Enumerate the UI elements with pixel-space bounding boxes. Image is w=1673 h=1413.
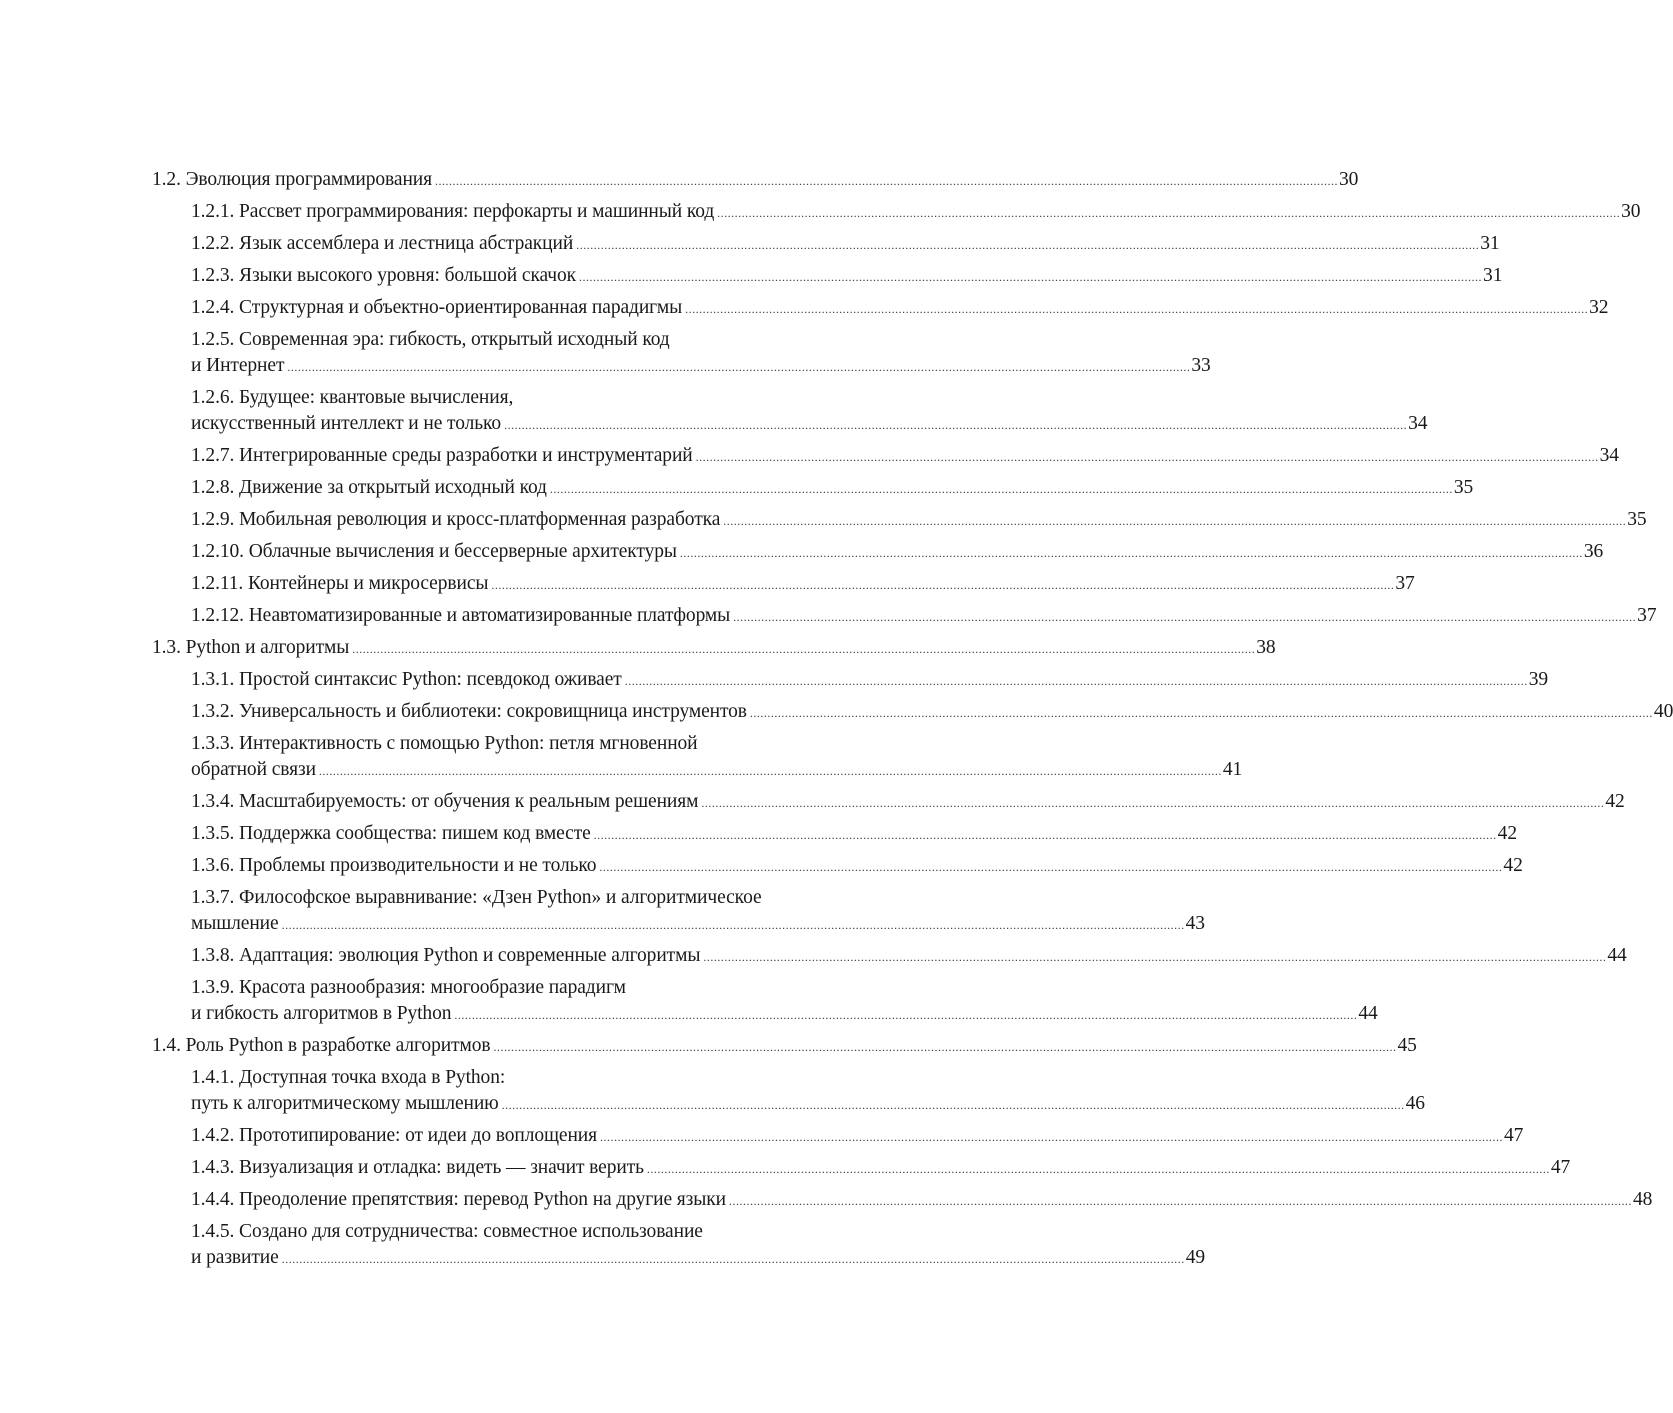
dot-leader	[703, 944, 1606, 970]
toc-entry[interactable]	[191, 885, 1205, 938]
page-number: 30	[1338, 169, 1359, 190]
dot-leader	[733, 604, 1636, 630]
toc-entry-title: и гибкость алгоритмов в Python	[191, 1003, 452, 1024]
dot-leader	[600, 1124, 1503, 1150]
page-number: 38	[1256, 637, 1276, 658]
toc-entry-line	[191, 667, 1549, 694]
toc-entry[interactable]	[191, 699, 1673, 726]
dot-leader	[701, 790, 1604, 816]
toc-entry-title: и Интернет	[191, 355, 285, 376]
toc-entry-title-first-line: 1.4.5. Создано для сотрудничества: совместное использование	[191, 1221, 703, 1242]
toc-entry-title: 1.3.5. Поддержка сообщества: пишем код вместе	[191, 823, 591, 844]
toc-entry-line	[191, 699, 1673, 726]
dot-leader	[685, 296, 1588, 322]
toc-entry-line	[191, 571, 1415, 598]
toc-entry[interactable]	[191, 231, 1500, 258]
toc-entry[interactable]	[191, 821, 1517, 848]
dot-leader	[723, 508, 1626, 534]
toc-entry-title: искусственный интеллект и не только	[191, 413, 502, 434]
toc-entry[interactable]	[191, 443, 1619, 470]
toc-entry-title: 1.3. Python и алгоритмы	[152, 637, 350, 658]
toc-entry-title-first-line: 1.2.5. Современная эра: гибкость, открытый исходный код	[191, 329, 670, 350]
toc-entry-title: 1.4.3. Визуализация и отладка: видеть — значит верить	[191, 1157, 644, 1178]
dot-leader	[282, 1246, 1185, 1272]
toc-entry-line	[191, 1123, 1524, 1150]
toc-entry-line	[191, 1001, 1378, 1028]
page-number: 42	[1605, 791, 1625, 812]
page-number: 36	[1583, 541, 1604, 562]
toc-entry-title: 1.4. Роль Python в разработке алгоритмов	[152, 1035, 491, 1056]
toc-entry[interactable]	[191, 263, 1503, 290]
page-number: 35	[1453, 477, 1474, 498]
toc-entry[interactable]	[191, 731, 1243, 784]
toc-entry[interactable]	[191, 1219, 1205, 1272]
toc-entry-title: путь к алгоритмическому мышлению	[191, 1093, 499, 1114]
toc-entry[interactable]	[191, 667, 1549, 694]
page-number: 34	[1599, 445, 1619, 466]
toc-entry-line	[191, 757, 1243, 784]
toc-entry[interactable]	[152, 635, 1276, 662]
toc-entry-title: 1.2.7. Интегрированные среды разработки и инструментарий	[191, 445, 693, 466]
dot-leader	[594, 822, 1497, 848]
toc-entry-line	[191, 263, 1503, 290]
dot-leader	[576, 232, 1479, 258]
toc-entry-title: 1.3.6. Проблемы производительности и не только	[191, 855, 597, 876]
toc-entry[interactable]	[191, 1187, 1653, 1214]
toc-entry-line	[191, 507, 1647, 534]
toc-entry-line	[191, 789, 1625, 816]
toc-entry-line	[191, 443, 1619, 470]
page-number: 41	[1222, 759, 1243, 780]
dot-leader	[435, 168, 1338, 194]
page-number: 39	[1528, 669, 1549, 690]
page-number: 48	[1632, 1189, 1653, 1210]
toc-entry-line	[191, 821, 1517, 848]
toc-entry-title-first-line: 1.4.1. Доступная точка входа в Python:	[191, 1067, 506, 1088]
dot-leader	[625, 668, 1528, 694]
toc-entry-line	[152, 167, 1359, 194]
toc-entry-title: 1.3.2. Универсальность и библиотеки: сокровищница инструментов	[191, 701, 747, 722]
toc-entry-line	[191, 295, 1609, 322]
toc-entry-line	[191, 1245, 1205, 1272]
toc-entry-title: 1.2.12. Неавтоматизированные и автоматизированные платформы	[191, 605, 731, 626]
toc-entry-line	[191, 411, 1428, 438]
page-number: 43	[1185, 913, 1205, 934]
page-number: 45	[1397, 1035, 1417, 1056]
page-number: 47	[1504, 1125, 1524, 1146]
toc-entry-line	[191, 603, 1657, 630]
toc-entry[interactable]	[191, 295, 1609, 322]
toc-entry[interactable]	[191, 327, 1211, 380]
toc-entry-line	[152, 1033, 1417, 1060]
toc-entry-title: 1.4.2. Прототипирование: от идеи до воплощения	[191, 1125, 597, 1146]
page-number: 40	[1653, 701, 1673, 722]
page-number: 33	[1191, 355, 1211, 376]
toc-entry[interactable]	[191, 943, 1627, 970]
toc-entry[interactable]	[191, 853, 1523, 880]
toc-entry-title-first-line: 1.2.6. Будущее: квантовые вычисления,	[191, 387, 514, 408]
toc-entry-title: 1.3.4. Масштабируемость: от обучения к реальным решениям	[191, 791, 699, 812]
toc-entry-title: 1.2.9. Мобильная революция и кросс-платформенная разработка	[191, 509, 721, 530]
dot-leader	[491, 572, 1394, 598]
page-number: 47	[1550, 1157, 1571, 1178]
toc-entry-title-first-line: 1.3.7. Философское выравнивание: «Дзен Python» и алгоритмическое	[191, 887, 762, 908]
toc-entry[interactable]	[191, 789, 1625, 816]
toc-entry-title: обратной связи	[191, 759, 316, 780]
page-number: 44	[1358, 1003, 1378, 1024]
toc-entry-title: 1.3.1. Простой синтаксис Python: псевдокод оживает	[191, 669, 622, 690]
dot-leader	[502, 1092, 1405, 1118]
toc-entry-title: 1.2.3. Языки высокого уровня: большой скачок	[191, 265, 577, 286]
toc-entry[interactable]	[191, 1065, 1425, 1118]
toc-entry-title-first-line: 1.3.9. Красота разнообразия: многообразие парадигм	[191, 977, 626, 998]
toc-entry-title-first-line: 1.3.3. Интерактивность с помощью Python: петля мгновенной	[191, 733, 698, 754]
dot-leader	[287, 354, 1190, 380]
toc-entry-line	[191, 1187, 1653, 1214]
toc-entry-title: 1.4.4. Преодоление препятствия: перевод Python на другие языки	[191, 1189, 726, 1210]
toc-entry[interactable]	[191, 475, 1474, 502]
page-number: 30	[1621, 201, 1641, 222]
toc-entry-line	[191, 853, 1523, 880]
toc-entry-title: 1.2.1. Рассвет программирования: перфокарты и машинный код	[191, 201, 715, 222]
toc-entry-title: 1.3.8. Адаптация: эволюция Python и современные алгоритмы	[191, 945, 701, 966]
page-number: 37	[1637, 605, 1657, 626]
toc-entry[interactable]	[191, 385, 1428, 438]
dot-leader	[647, 1156, 1550, 1182]
toc-entry[interactable]	[152, 1033, 1417, 1060]
toc-entry[interactable]	[191, 603, 1657, 630]
toc-entry[interactable]	[152, 167, 1359, 194]
toc-entry-line	[191, 1091, 1425, 1118]
page-number: 49	[1185, 1247, 1205, 1268]
toc-entry[interactable]	[191, 975, 1378, 1028]
toc-entry-title: и развитие	[191, 1247, 279, 1268]
dot-leader	[550, 476, 1453, 502]
toc-entry-title: мышление	[191, 913, 279, 934]
page-number: 44	[1607, 945, 1627, 966]
dot-leader	[717, 200, 1620, 226]
toc-entry-line	[191, 539, 1604, 566]
dot-leader	[729, 1188, 1632, 1214]
toc-entry[interactable]	[191, 199, 1641, 226]
dot-leader	[319, 758, 1222, 784]
page-number: 31	[1480, 233, 1500, 254]
toc-entry-line	[191, 231, 1500, 258]
dot-leader	[680, 540, 1583, 566]
toc-entry-line	[191, 1155, 1571, 1182]
dot-leader	[599, 854, 1502, 880]
dot-leader	[504, 412, 1407, 438]
toc-entry-title: 1.2.2. Язык ассемблера и лестница абстракций	[191, 233, 574, 254]
toc-entry-title: 1.2.8. Движение за открытый исходный код	[191, 477, 547, 498]
dot-leader	[750, 700, 1653, 726]
toc-entry[interactable]	[191, 1155, 1571, 1182]
page-number: 37	[1395, 573, 1415, 594]
toc-entry-line	[152, 635, 1276, 662]
dot-leader	[579, 264, 1482, 290]
page-number: 32	[1589, 297, 1609, 318]
page-number: 35	[1627, 509, 1647, 530]
toc-entry-line	[191, 199, 1641, 226]
dot-leader	[282, 912, 1185, 938]
toc-entry-title: 1.2.4. Структурная и объектно-ориентированная парадигмы	[191, 297, 683, 318]
toc-entry-line	[191, 353, 1211, 380]
toc-entry-line	[191, 943, 1627, 970]
dot-leader	[352, 636, 1255, 662]
page-number: 42	[1497, 823, 1517, 844]
toc-entry[interactable]	[191, 1123, 1524, 1150]
page-number: 42	[1503, 855, 1523, 876]
page-number: 46	[1405, 1093, 1425, 1114]
toc-entry[interactable]	[191, 571, 1415, 598]
toc-entry[interactable]	[191, 507, 1647, 534]
page-number: 31	[1483, 265, 1503, 286]
toc-entry-title: 1.2.11. Контейнеры и микросервисы	[191, 573, 489, 594]
dot-leader	[696, 444, 1599, 470]
toc-entry-line	[191, 911, 1205, 938]
toc-entry-title: 1.2. Эволюция программирования	[152, 169, 432, 190]
toc-entry-line	[191, 475, 1474, 502]
page-number: 34	[1408, 413, 1428, 434]
dot-leader	[454, 1002, 1357, 1028]
toc-entry-title: 1.2.10. Облачные вычисления и бессерверные архитектуры	[191, 541, 677, 562]
dot-leader	[494, 1034, 1397, 1060]
toc-entry[interactable]	[191, 539, 1604, 566]
